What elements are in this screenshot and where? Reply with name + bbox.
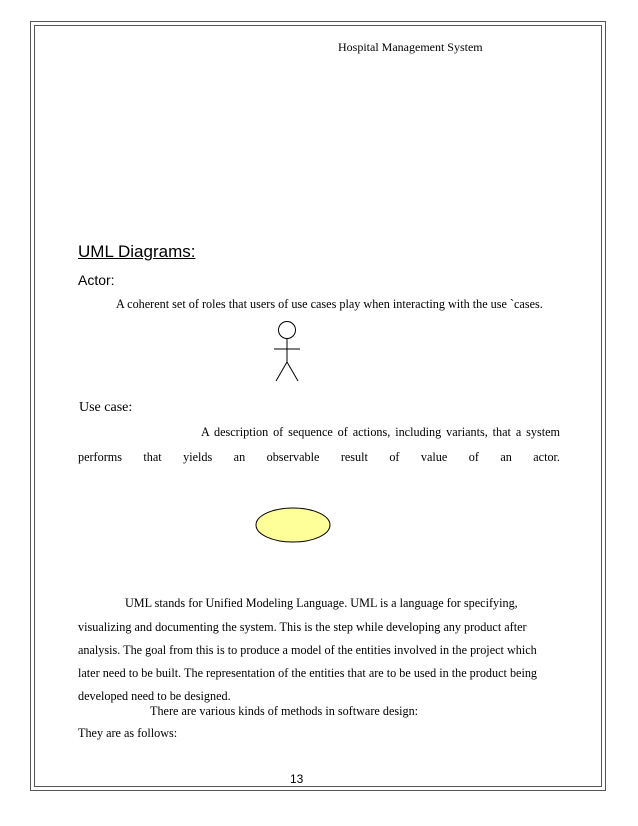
use-case-word: value (420, 450, 448, 464)
use-case-definition-line2 (78, 450, 560, 465)
actor-stick-figure-icon (268, 318, 308, 384)
use-case-word: observable (266, 450, 320, 464)
use-case-word: that (143, 450, 162, 464)
body-line-3: analysis. The goal from this is to produce a model of the entities involved in the project which (78, 643, 537, 657)
page-number: 13 (290, 772, 304, 786)
use-case-ellipse-icon (254, 505, 334, 545)
use-case-word: result (340, 450, 368, 464)
body-line-6: There are various kinds of methods in software design: (150, 704, 419, 718)
use-case-heading: Use case: (79, 400, 133, 415)
use-case-definition-line1: A description of sequence of actions, including variants, that a system (201, 425, 560, 439)
body-line-7: They are as follows: (78, 726, 178, 740)
use-case-word: actor. (533, 450, 560, 464)
use-case-word: yields (183, 450, 213, 464)
use-case-word: performs (78, 450, 122, 464)
section-heading: UML Diagrams: (78, 242, 196, 261)
actor-definition: A coherent set of roles that users of use cases play when interacting with the use `cases. (116, 297, 543, 311)
body-line-4: later need to be built. The representation of the entities that are to be used in the product being (78, 666, 538, 680)
actor-heading: Actor: (78, 272, 115, 288)
use-case-word: an (500, 450, 512, 464)
body-line-5: developed need to be designed. (78, 689, 231, 703)
use-case-word: of (389, 450, 400, 464)
body-line-2: visualizing and documenting the system. This is the step while developing any product after (78, 620, 527, 634)
page-header: Hospital Management System (338, 40, 483, 54)
body-line-1: UML stands for Unified Modeling Language. UML is a language for specifying, (125, 596, 518, 610)
use-case-word: of (468, 450, 479, 464)
use-case-word: an (233, 450, 246, 464)
